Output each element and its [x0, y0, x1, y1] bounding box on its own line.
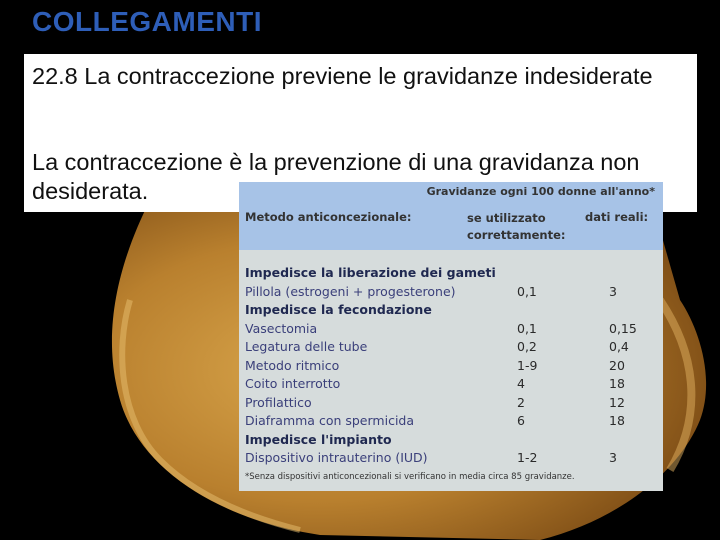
correct-use-value: 0,1 [517, 320, 537, 336]
category-label: Impedisce l'impianto [245, 431, 392, 447]
table-category-row [239, 431, 663, 450]
column-correct-use-header: se utilizzato correttamente: [467, 211, 566, 242]
method-label: Diaframma con spermicida [245, 413, 415, 428]
table-row [239, 357, 663, 376]
method-label: Coito interrotto [245, 376, 341, 391]
table-category-row [239, 301, 663, 320]
table-row [239, 338, 663, 357]
real-data-value: 0,15 [609, 320, 637, 336]
table-footnote: *Senza dispositivi anticoncezionali si verificano in media circa 85 gravidanze. [245, 472, 575, 482]
correct-use-value: 6 [517, 413, 525, 428]
table-category-row [239, 264, 663, 283]
table-row [239, 283, 663, 302]
category-label: Impedisce la liberazione dei gameti [245, 265, 496, 280]
correct-use-value: 0,2 [517, 339, 537, 354]
table-header-title: Gravidanze ogni 100 donne all'anno* [426, 185, 655, 198]
real-data-value: 18 [609, 376, 625, 391]
correct-use-value: 2 [517, 394, 525, 410]
column-method-header: Metodo anticoncezionale: [245, 210, 412, 224]
table-row [239, 449, 663, 468]
correct-use-value: 0,1 [517, 283, 537, 299]
method-label: Metodo ritmico [245, 357, 340, 373]
real-data-value: 20 [609, 357, 625, 373]
table-row [239, 320, 663, 339]
table-header [239, 182, 663, 250]
table-row [239, 394, 663, 413]
method-label: Legatura delle tube [245, 339, 368, 354]
table-row [239, 412, 663, 431]
correct-use-value: 4 [517, 376, 525, 391]
body-text: La contraccezione è la prevenzione di una gravidanza non desiderata. [32, 149, 640, 204]
correct-use-value: 1-9 [517, 357, 538, 373]
real-data-value: 3 [609, 283, 617, 299]
method-label: Profilattico [245, 394, 312, 410]
column-real-data-header: dati reali: [585, 210, 649, 224]
method-label: Dispositivo intrauterino (IUD) [245, 450, 428, 465]
slide-title: COLLEGAMENTI [32, 6, 262, 37]
method-label: Vasectomia [245, 320, 318, 336]
table-rows [239, 264, 663, 468]
correct-use-value: 1-2 [517, 450, 538, 465]
category-label: Impedisce la fecondazione [245, 302, 432, 317]
real-data-value: 12 [609, 394, 625, 410]
table-row [239, 375, 663, 394]
real-data-value: 3 [609, 450, 617, 465]
real-data-value: 18 [609, 413, 625, 428]
real-data-value: 0,4 [609, 339, 629, 354]
method-label: Pillola (estrogeni + progesterone) [245, 283, 456, 299]
section-heading: 22.8 La contraccezione previene le gravidanze indesiderate [32, 63, 653, 89]
contraception-table [239, 182, 663, 491]
